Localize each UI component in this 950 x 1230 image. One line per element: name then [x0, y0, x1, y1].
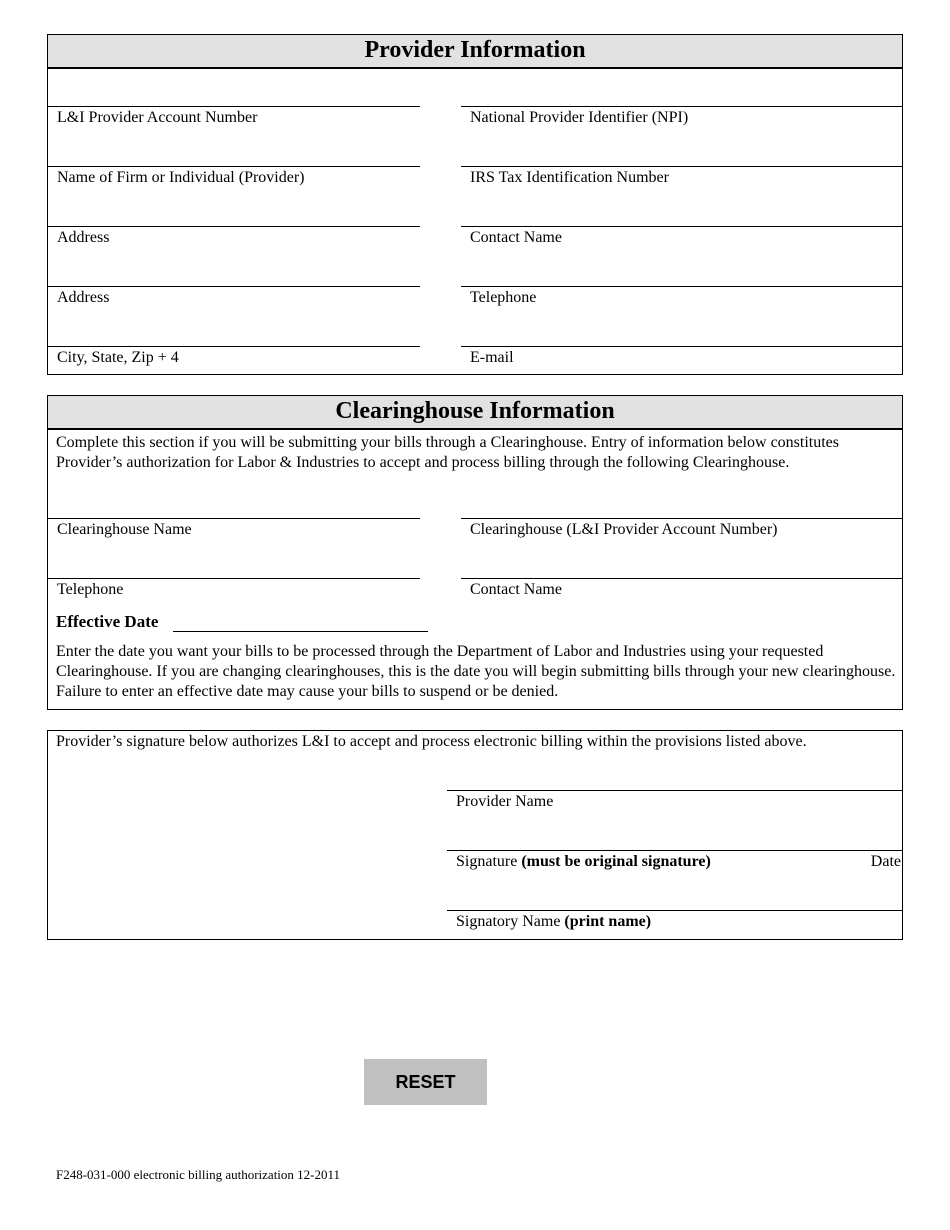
address2-input[interactable] [48, 247, 420, 286]
address1-label: Address [57, 229, 110, 246]
provider-telephone-field [461, 247, 903, 307]
field-rule [48, 166, 420, 167]
field-rule [48, 226, 420, 227]
signatory-name-label-note: (print name) [564, 913, 652, 930]
field-rule [48, 578, 420, 579]
email-label: E-mail [470, 349, 514, 366]
provider-name-label: Provider Name [456, 793, 554, 810]
address2-label: Address [57, 289, 110, 306]
city-state-zip-field [48, 307, 420, 367]
firm-name-input[interactable] [48, 127, 420, 166]
email-field [461, 307, 903, 367]
signatory-name-input[interactable] [447, 871, 903, 910]
clearinghouse-name-field [48, 479, 420, 539]
field-rule [447, 790, 903, 791]
provider-information-section [47, 34, 903, 375]
clearinghouse-contact-name-field [461, 539, 903, 599]
provider-telephone-label: Telephone [470, 289, 537, 306]
clearinghouse-account-number-label: Clearinghouse (L&I Provider Account Number) [470, 521, 778, 538]
field-rule [48, 346, 420, 347]
signature-field [447, 811, 903, 871]
signature-input[interactable] [447, 811, 903, 850]
signature-intro: Provider’s signature below authorizes L&I to accept and process electronic billing within the provisions listed above. [56, 733, 807, 750]
address1-input[interactable] [48, 187, 420, 226]
date-label: Date [870, 853, 901, 870]
npi-label: National Provider Identifier (NPI) [470, 109, 689, 126]
email-input[interactable] [461, 307, 903, 346]
field-rule [461, 226, 903, 227]
form-footer: F248-031-000 electronic billing authorization 12-2011 [56, 1167, 341, 1182]
clearinghouse-information-section [47, 395, 903, 710]
reset-button[interactable]: RESET [364, 1059, 487, 1105]
clearinghouse-name-input[interactable] [48, 479, 420, 518]
field-rule [48, 286, 420, 287]
signature-section [47, 730, 903, 940]
effective-date-input[interactable] [173, 612, 428, 632]
clearinghouse-account-number-field [461, 479, 903, 539]
city-state-zip-label: City, State, Zip + 4 [57, 349, 179, 366]
effective-date-label: Effective Date [56, 612, 159, 631]
field-rule [48, 106, 420, 107]
firm-name-label: Name of Firm or Individual (Provider) [57, 169, 305, 186]
field-rule [461, 286, 903, 287]
signature-label-note: (must be original signature) [521, 853, 711, 870]
effective-date-note: Enter the date you want your bills to be processed through the Department of Labor and Industries using your requested Clearinghouse. If you are changing clearinghouses, this is the date you will begin submitting bills through your new clearinghouse. Failure to enter an effective date may cause your bills to suspend or be denied. [56, 643, 896, 700]
tax-id-field [461, 127, 903, 187]
signature-label [456, 852, 711, 872]
field-rule [48, 518, 420, 519]
clearinghouse-intro: Complete this section if you will be submitting your bills through a Clearinghouse. Entry of information below constitutes Provider’s authorization for Labor & Industries to accept and process billing through the following Clearinghouse. [56, 434, 840, 471]
tax-id-input[interactable] [461, 127, 903, 166]
clearinghouse-contact-name-label: Contact Name [470, 581, 562, 598]
field-rule [447, 910, 903, 911]
city-state-zip-input[interactable] [48, 307, 420, 346]
clearinghouse-account-number-input[interactable] [461, 479, 903, 518]
clearinghouse-telephone-field [48, 539, 420, 599]
signatory-name-label [456, 912, 651, 932]
clearinghouse-information-title: Clearinghouse Information [48, 396, 902, 430]
provider-account-number-field [48, 67, 420, 127]
provider-account-number-label: L&I Provider Account Number [57, 109, 258, 126]
provider-name-field [447, 751, 903, 811]
provider-account-number-input[interactable] [48, 67, 420, 106]
clearinghouse-telephone-input[interactable] [48, 539, 420, 578]
provider-contact-name-input[interactable] [461, 187, 903, 226]
firm-name-field [48, 127, 420, 187]
address2-field [48, 247, 420, 307]
signature-label-text: Signature [456, 853, 518, 870]
address1-field [48, 187, 420, 247]
signatory-name-label-text: Signatory Name [456, 913, 561, 930]
provider-contact-name-label: Contact Name [470, 229, 562, 246]
field-rule [461, 518, 903, 519]
field-rule [447, 850, 903, 851]
clearinghouse-telephone-label: Telephone [57, 581, 124, 598]
provider-telephone-input[interactable] [461, 247, 903, 286]
clearinghouse-contact-name-input[interactable] [461, 539, 903, 578]
npi-field [461, 67, 903, 127]
field-rule [461, 166, 903, 167]
signatory-name-field [447, 871, 903, 931]
field-rule [461, 346, 903, 347]
tax-id-label: IRS Tax Identification Number [470, 169, 669, 186]
field-rule [461, 106, 903, 107]
npi-input[interactable] [461, 67, 903, 106]
provider-name-input[interactable] [447, 751, 903, 790]
provider-contact-name-field [461, 187, 903, 247]
provider-information-title: Provider Information [48, 35, 902, 69]
field-rule [461, 578, 903, 579]
clearinghouse-name-label: Clearinghouse Name [57, 521, 192, 538]
